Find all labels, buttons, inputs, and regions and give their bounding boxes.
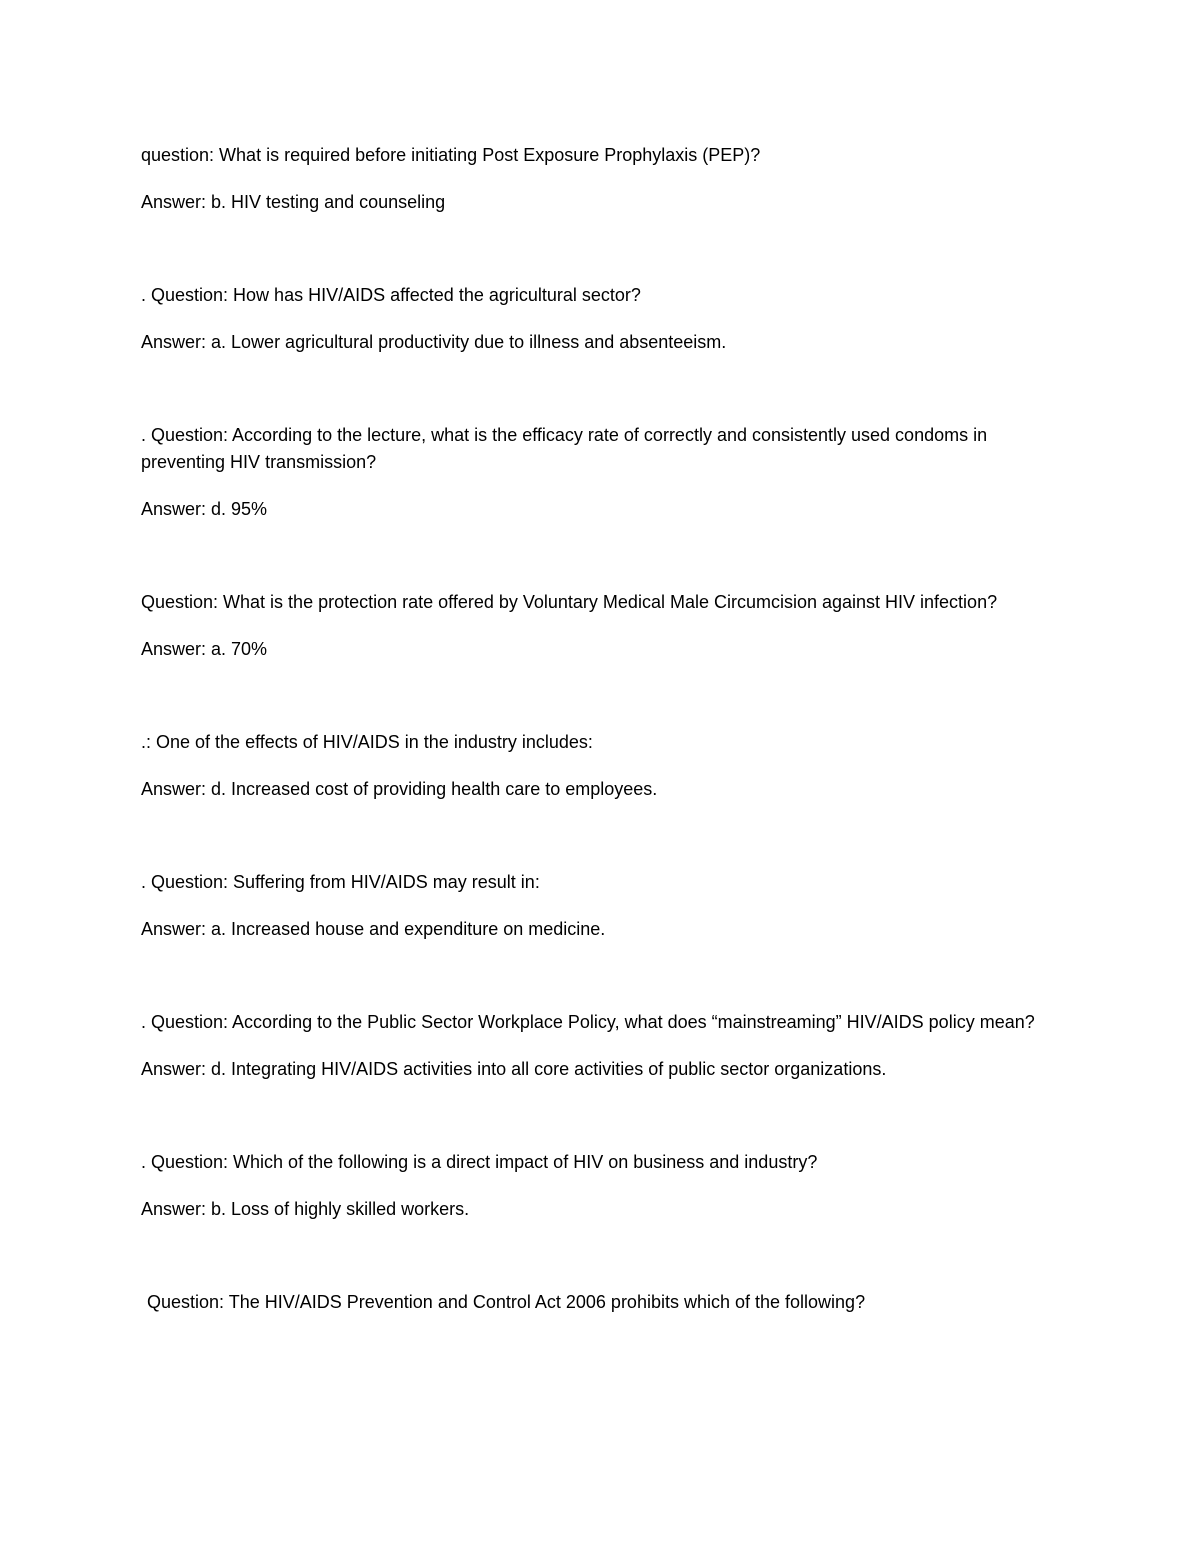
answer-text: Answer: d. Integrating HIV/AIDS activities into all core activities of public sector organizations. <box>141 1059 887 1079</box>
answer-text: Answer: a. 70% <box>141 639 268 659</box>
question-text: . Question: According to the lecture, what is the efficacy rate of correctly and consistently used condoms in preventing HIV transmission? <box>141 425 988 472</box>
qa-item <box>141 1149 1061 1223</box>
qa-item <box>141 589 1061 663</box>
question-text: Question: The HIV/AIDS Prevention and Control Act 2006 prohibits which of the following? <box>147 1292 866 1312</box>
document-body <box>141 142 1061 1382</box>
qa-item <box>141 422 1061 523</box>
question-text: . Question: Suffering from HIV/AIDS may result in: <box>141 872 540 892</box>
qa-item <box>141 869 1061 943</box>
question-text: . Question: How has HIV/AIDS affected the agricultural sector? <box>141 285 641 305</box>
answer-text: Answer: b. HIV testing and counseling <box>141 192 446 212</box>
question-text: . Question: According to the Public Sector Workplace Policy, what does “mainstreaming” HIV/AIDS policy mean? <box>141 1012 1035 1032</box>
question-text: Question: What is the protection rate offered by Voluntary Medical Male Circumcision against HIV infection? <box>141 592 998 612</box>
answer-text: Answer: a. Lower agricultural productivity due to illness and absenteeism. <box>141 332 727 352</box>
qa-item <box>141 729 1061 803</box>
answer-text: Answer: b. Loss of highly skilled workers. <box>141 1199 470 1219</box>
qa-item <box>141 142 1061 216</box>
answer-text: Answer: d. 95% <box>141 499 268 519</box>
question-text: question: What is required before initiating Post Exposure Prophylaxis (PEP)? <box>141 145 761 165</box>
answer-text: Answer: a. Increased house and expenditure on medicine. <box>141 919 606 939</box>
qa-item <box>141 1289 1061 1316</box>
question-text: .: One of the effects of HIV/AIDS in the industry includes: <box>141 732 593 752</box>
qa-item <box>141 282 1061 356</box>
qa-item <box>141 1009 1061 1083</box>
answer-text: Answer: d. Increased cost of providing health care to employees. <box>141 779 658 799</box>
question-text: . Question: Which of the following is a direct impact of HIV on business and industry? <box>141 1152 818 1172</box>
